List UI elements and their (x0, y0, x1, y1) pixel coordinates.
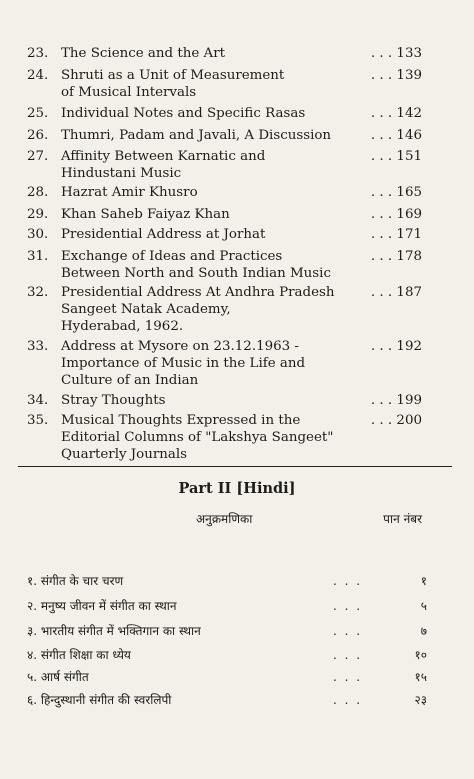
entry-number: 27. (27, 149, 49, 164)
entry-page: . . . 146 (370, 128, 422, 143)
hindi-entry-page: २३ (414, 693, 427, 707)
entry-title: Affinity Between Karnatic and Hindustani Music (61, 149, 266, 181)
entry-page: . . . 169 (370, 207, 422, 222)
hindi-entry-dots: . . . (333, 693, 363, 707)
entry-title: Address at Mysore on 23.12.1963 - Importance of Music in the Life and Culture of an Indian (61, 339, 306, 388)
hindi-entry-page: १० (414, 648, 427, 662)
entry-title: Exchange of Ideas and Practices Between North and South Indian Music (61, 249, 331, 281)
entry-title: Presidential Address At Andhra Pradesh Sangeet Natak Academy, Hyderabad, 1962. (61, 285, 335, 334)
entry-page: . . . 151 (370, 149, 422, 164)
hindi-entry-dots: . . . (333, 670, 363, 684)
entry-number: 32. (27, 285, 49, 300)
hindi-entry-title: ५. आर्ष संगीत (27, 670, 89, 684)
entry-number: 30. (27, 227, 49, 242)
entry-page: . . . 199 (370, 393, 422, 408)
hindi-entry-dots: . . . (333, 648, 363, 662)
entry-page: . . . 200 (370, 413, 422, 428)
entry-number: 29. (27, 207, 49, 222)
hindi-entry-dots: . . . (333, 599, 363, 613)
hindi-entry-title: ४. संगीत शिक्षा का ध्येय (27, 648, 131, 662)
entry-page: . . . 171 (370, 227, 422, 242)
entry-title: Khan Saheb Faiyaz Khan (61, 207, 230, 222)
entry-number: 34. (27, 393, 49, 408)
hindi-entry-dots: . . . (333, 624, 363, 638)
hindi-contents-heading: अनुक्रमणिका (196, 512, 253, 526)
entry-page: . . . 139 (370, 68, 422, 83)
entry-title: Presidential Address at Jorhat (61, 227, 266, 242)
hindi-entry-title: १. संगीत के चार चरण (27, 574, 124, 588)
entry-page: . . . 192 (370, 339, 422, 354)
entry-number: 28. (27, 185, 49, 200)
hindi-entry-title: ३. भारतीय संगीत में भक्तिगान का स्थान (27, 624, 201, 638)
entry-title: The Science and the Art (61, 46, 225, 61)
entry-page: . . . 187 (370, 285, 422, 300)
entry-page: . . . 178 (370, 249, 422, 264)
entry-title: Musical Thoughts Expressed in the Editorial Columns of "Lakshya Sangeet" Quarterly Journals (61, 413, 334, 462)
entry-number: 24. (27, 68, 49, 83)
section-divider (18, 466, 452, 467)
hindi-entry-page: १५ (414, 670, 427, 684)
entry-page: . . . 142 (370, 106, 422, 121)
hindi-entry-dots: . . . (333, 574, 363, 588)
entry-title: Individual Notes and Specific Rasas (61, 106, 306, 121)
entry-number: 31. (27, 249, 49, 264)
entry-number: 26. (27, 128, 49, 143)
entry-number: 23. (27, 46, 49, 61)
entry-title: Thumri, Padam and Javali, A Discussion (61, 128, 332, 143)
hindi-entry-page: १ (420, 574, 427, 588)
hindi-entry-page: ७ (420, 624, 427, 638)
entry-page: . . . 165 (370, 185, 422, 200)
entry-page: . . . 133 (370, 46, 422, 61)
entry-number: 35. (27, 413, 49, 428)
entry-title: Stray Thoughts (61, 393, 166, 408)
entry-number: 33. (27, 339, 49, 354)
hindi-entry-title: ६. हिन्दुस्थानी संगीत की स्वरलिपी (27, 693, 172, 707)
hindi-entry-title: २. मनुष्य जीवन में संगीत का स्थान (27, 599, 177, 613)
part-heading: Part II [Hindi] (178, 480, 296, 497)
entry-title: Shruti as a Unit of Measurement of Musical Intervals (61, 68, 285, 100)
page-number-heading: पान नंबर (383, 512, 422, 526)
entry-title: Hazrat Amir Khusro (61, 185, 198, 200)
hindi-entry-page: ५ (420, 599, 427, 613)
entry-number: 25. (27, 106, 49, 121)
